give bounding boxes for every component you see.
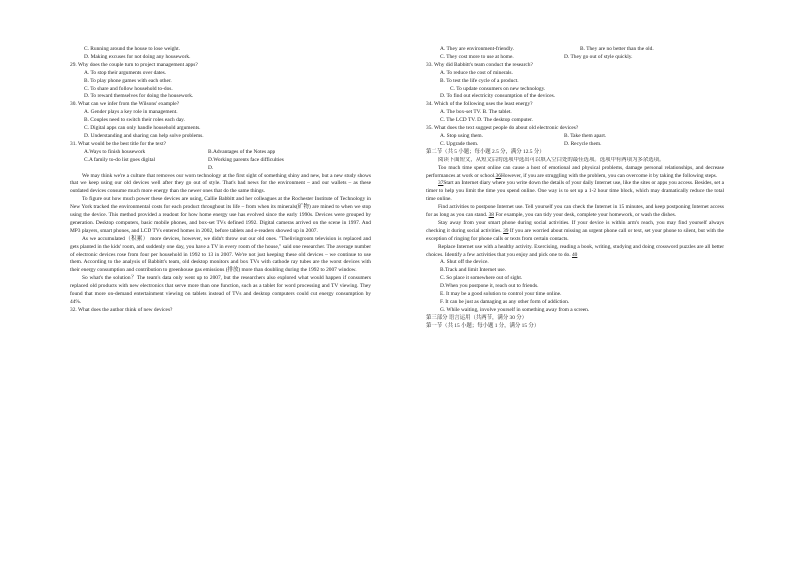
q32-options-cd <box>426 54 724 62</box>
cloze-text: Stay away from your smart phone during social activities. If your device is within arm's reach, you may find yourself always checking it during social activities. <box>426 219 724 234</box>
q28-option-c: C. Running around the house to lose weight. <box>84 46 180 52</box>
q32-question: 32. What does the author think of new devices? <box>70 306 173 313</box>
q29-option-c: C. To share and follow household to-dos. <box>84 85 173 92</box>
q29-option-b: B. To play phone games with each other. <box>84 77 172 84</box>
q34-question: 34. Which of the following uses the least energy? <box>426 101 533 108</box>
q32-options-ab <box>426 46 724 54</box>
q35-option-a: A. Stop using them. <box>440 132 483 139</box>
passage-paragraph-1: We may think we're a culture that removes our worn technology at the first sight of something shiny and new, but a new study shows that we keep using our old devices well after they go out of style. That's bad news for the environment – and our wallets – as these outdated devices consume much more energy than the newer ones that do the same things. <box>70 172 371 195</box>
blank-38: 38 <box>488 212 494 219</box>
cloze-option-f: F. It can be just as damaging as any other form of addiction. <box>440 299 570 305</box>
blank-40: 40 <box>571 251 578 258</box>
q30-option-c: C. Digital apps can only handle household arguments. <box>84 125 201 132</box>
blank-37: 37 <box>438 180 444 187</box>
cloze-paragraph-1 <box>426 165 724 181</box>
cloze-text: Replace Internet use with a healthy activity. Exercising, reading a book, writing, studying and doing crossword puzzles are all better choices. Identify a few activities that you enjoy and pick one to do. <box>426 243 724 258</box>
cloze-option-b: B.Track and limit Internet use. <box>440 267 506 274</box>
passage-paragraph-3: As we accumulated（积累） more devices, however, we didn't throw out our old ones. "Thelivingroom television is replaced and gets planted in the kids' room, and suddenly one day, you have a TV in every room of the house," said one researcher. The average number of electronic devices rose from four per household in 1992 to 13 in 2007. We're not just keeping these old devices – we continue to use them. According to the analysis of Babbitt's team, old desktop monitors and box TVs with cathode ray tubes are the worst devices with their energy consumption and contribution to greenhouse gas emissions (排放) more than doubling during the 1992 to 2007 window. <box>70 235 371 274</box>
q31-options-cd <box>70 157 371 165</box>
q31-options-ab <box>70 149 371 157</box>
blank-39: 39 <box>503 227 509 234</box>
cloze-text: However, if you are struggling with the problem, you can overcome it by taking the following steps. <box>501 172 718 179</box>
q30-option-b: B. Couples need to switch their roles each day. <box>84 117 185 124</box>
cloze-option-a: A. Shut off the device. <box>440 259 489 266</box>
q30-question: 30. What can we infer from the Wilsons' example? <box>70 101 180 108</box>
passage-paragraph-4: So what's the solution？The team's data only went up to 2007, but the researchers also explored what would happen if consumers replaced old products with new electronics that serve more than one function, such as a tablet for word processing and TV viewing. They found that more on-demand entertainment viewing on tablets instead of TVs and desktop computers could cut energy consumption by 44%. <box>70 275 371 305</box>
q33-option-b: B. To test the life cycle of a product. <box>440 77 519 84</box>
section-2-heading: 第二节（共 5 小题；每小题 2.5 分，满分 12.5 分） <box>426 148 545 155</box>
q33-option-d: D. To find out electricity consumption of the devices. <box>440 93 556 100</box>
cloze-text: Start an Internet diary where you write down the details of your daily Internet use, like the sites or apps you access. Besides, set a timer to help you limit the time you spend online. One way is to set up a 1-2 hour time block, which may dramatically reduce the total time online. <box>426 180 724 203</box>
q35-options-ab <box>426 133 724 141</box>
q35-question: 35. What does the text suggest people do about old electronic devices? <box>426 125 579 132</box>
cloze-paragraph-2 <box>426 180 724 204</box>
q32-option-c: C. They cost more to use at home. <box>440 53 514 60</box>
part-3-heading: 第三部分 语言运用（共两节，满分 30 分） <box>426 314 528 321</box>
left-column <box>70 46 371 315</box>
cloze-paragraph-5 <box>426 244 724 260</box>
q35-option-c: C. Upgrade them. <box>440 140 479 147</box>
section-2-instructions: 阅读下面短文，从短文后的选项中选出可以填入空白处的最佳选项。选项中有两项为多余选项。 <box>438 156 665 163</box>
cloze-option-e: E. It may be a good solution to control your time online. <box>440 291 562 298</box>
q31-option-d: D.Working parents face difficulties <box>208 156 284 163</box>
cloze-option-d: D.When you postpone it, reach out to friends. <box>440 283 539 290</box>
cloze-paragraph-4 <box>426 220 724 244</box>
q31-option-d-stray: D. <box>208 164 214 171</box>
q34-options-cd: C. The LCD TV. D. The desktop computer. <box>440 117 533 124</box>
q35-option-d: D. Recycle them. <box>564 140 602 147</box>
cloze-paragraph-3 <box>426 204 724 220</box>
passage-paragraph-2: To figure out how much power these devices are using, Callie Babbitt and her colleagues at the Rochester Institute of Technology in New York tracked the environmental costs for each product throughout its life – from when its minerals(矿物) are mined to when we stop using the device. This method provided a readout for how home energy use has evolved since the early 1990s. Devices were grouped by generation. Desktop computers, basic mobile phones, and box-set TVs defined 1992. Digital cameras arrived on the scene in 1997. And MP3 players, smart phones, and LCD TVs entered homes in 2002, before tablets and e-readers showed up in 2007. <box>70 196 371 234</box>
q29-option-d: D. To reward themselves for doing the housework. <box>84 93 194 100</box>
q33-question: 33. Why did Babbitt's team conduct the research? <box>426 61 533 68</box>
q32-option-d: D. They go out of style quickly. <box>564 53 633 60</box>
right-column <box>426 46 724 331</box>
q32-option-a: A. They are environment-friendly. <box>440 46 514 52</box>
q31-option-c: C.A family to-do list goes digital <box>84 156 155 163</box>
cloze-text: Too much time spent online can cause a host of emotional and physical problems, damage personal relationships, and decrease performances at work or school. <box>426 164 724 179</box>
q28-option-d: D. Making excuses for not doing any housework. <box>84 53 191 60</box>
q33-option-a: A. To reduce the cost of minerals. <box>440 69 513 76</box>
cloze-text: If you are worried about missing an urgent phone call or text, set your phone to silent, but with the exception of ringing for phone calls or texts from certain contacts. <box>426 227 724 242</box>
q31-option-b: B.Advantages of the Notes app <box>208 148 276 155</box>
cloze-option-c: C. So place it somewhere out of sight. <box>440 275 523 282</box>
q35-option-b: B. Take them apart. <box>564 132 607 139</box>
q35-options-cd <box>426 141 724 149</box>
cloze-text: Find activities to postpone Internet use. Tell yourself you can check the Internet in 15 minutes, and keep postponing Internet access for as long as you can stand. <box>426 204 724 219</box>
cloze-text: For example, you can tidy your desk, complete your homework, or wash the dishes. <box>495 212 677 219</box>
q31-question: 31. What would be the best title for the text? <box>70 140 167 147</box>
q31-option-a: A.Ways to finish housework <box>84 148 146 155</box>
q29-question: 29. Why does the couple turn to project management apps? <box>70 61 198 68</box>
cloze-option-g: G. While waiting, involve yourself in something away from a screen. <box>440 306 590 313</box>
q30-option-d: D. Understanding and sharing can help solve problems. <box>84 132 204 139</box>
q29-option-a: A. To stop their arguments over dates. <box>84 69 167 76</box>
q34-options-ab: A. The box-set TV. B. The tablet. <box>440 109 512 116</box>
q33-option-c: C. To update consumers on new technology. <box>450 85 546 92</box>
q32-option-b: B. They are no better than the old. <box>580 46 654 52</box>
blank-36: 36 <box>495 172 501 179</box>
q30-option-a: A. Gender plays a key role in management. <box>84 109 178 116</box>
section-1-heading: 第一节（共 15 小题；每小题 1 分，满分 15 分） <box>426 322 540 329</box>
